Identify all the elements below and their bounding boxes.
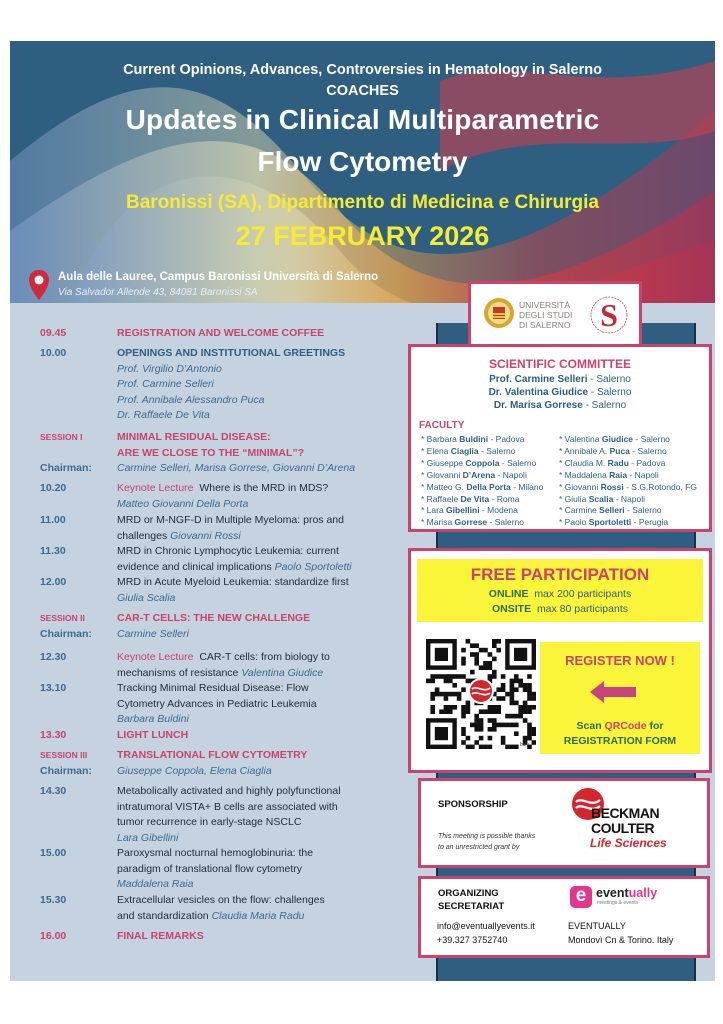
participation-banner [417, 559, 703, 622]
acronym: COACHES [326, 83, 399, 99]
faculty-city: - Padova [628, 457, 666, 468]
university-line1: UNIVERSITÀ [519, 300, 571, 310]
talk-title: Paroxysmal nocturnal hemoglobinuria: the [117, 847, 314, 859]
talk-title: MRD in Acute Myeloid Leukemia: standardize first [117, 576, 349, 588]
faculty-member [421, 446, 543, 458]
scan-instruction [540, 720, 700, 732]
logos-box [468, 281, 642, 349]
chairs: Giuseppe Coppola, Elena Ciaglia [117, 765, 272, 777]
talk-title-cont: challenges [117, 529, 168, 542]
time: 13.30 [40, 729, 67, 741]
faculty-first-name: * Maddalena [559, 469, 610, 480]
registration-qr-code[interactable] [426, 639, 536, 749]
society-s-logo-icon [589, 292, 629, 338]
speaker: Prof. Virgilio D’Antonio [117, 362, 222, 375]
register-now-panel[interactable] [540, 642, 700, 754]
faculty-member [421, 482, 543, 494]
speaker: Giulia Scalia [117, 591, 176, 604]
member-name: Dr. Marisa Gorrese [493, 400, 583, 411]
faculty-member [559, 458, 697, 470]
talk-title-cont: and standardization [117, 909, 209, 922]
item-title: FINAL REMARKS [117, 930, 204, 942]
faculty-city: - Modena [479, 505, 518, 516]
svg-text:S: S [600, 297, 618, 333]
keynote-label: Keynote Lecture [117, 651, 194, 663]
committee-member [411, 387, 709, 398]
faculty-city: - Salerno [478, 445, 516, 456]
session-title: CAR-T CELLS: THE NEW CHALLENGE [117, 612, 311, 624]
chair-label: Chairman: [40, 462, 92, 474]
item-title: OPENINGS AND INSTITUTIONAL GREETINGS [117, 347, 346, 359]
faculty-member [421, 470, 543, 482]
faculty-first-name: * Raffaele [421, 493, 461, 504]
faculty-last-name: Scalia [588, 493, 614, 504]
faculty-city: - Salerno [499, 457, 537, 468]
time: 11.00 [40, 514, 66, 526]
speaker: Paolo Sportoletti [274, 560, 352, 573]
faculty-city: - Padova [488, 434, 525, 444]
online-capacity [417, 588, 703, 600]
time: 10.00 [40, 347, 67, 359]
scientific-committee-box [408, 344, 712, 532]
speaker: Maddalena Raia [117, 878, 194, 890]
faculty-last-name: Puca [609, 445, 630, 456]
time: 13.10 [40, 682, 67, 694]
faculty-last-name: Gibellini [446, 505, 480, 516]
faculty-last-name: Radu [607, 457, 629, 468]
member-city: - Salerno [585, 400, 627, 411]
faculty-member [559, 446, 697, 458]
faculty-city: - Salerno [624, 505, 662, 516]
hero-banner [10, 41, 715, 303]
speaker: Matteo Giovanni Della Porta [117, 497, 249, 510]
onsite-text: max 80 participants [536, 603, 628, 615]
faculty-city: - Napoli [495, 469, 527, 480]
talk-title: MRD or M-NGF-D in Multiple Myeloma: pros and [117, 514, 344, 526]
faculty-member [559, 482, 697, 494]
speaker: Giovanni Rossi [170, 529, 241, 542]
faculty-first-name: * Carmine [559, 505, 600, 516]
brand-end: ually [628, 886, 658, 900]
member-name: Dr. Valentina Giudice [488, 387, 589, 398]
talk-title: CAR-T cells: from biology to [199, 651, 330, 663]
sponsorship-text-line2: to an unrestricted grant by [438, 844, 520, 851]
faculty-first-name: * Annibale A. [559, 445, 610, 456]
member-name: Prof. Carmine Selleri [489, 374, 588, 385]
time: 14.30 [40, 785, 67, 797]
faculty-member [559, 434, 697, 446]
poster [10, 41, 715, 981]
faculty-member [421, 517, 543, 529]
sponsorship-box [418, 778, 710, 868]
talk-title: MRD in Chronic Lymphocytic Leukemia: current [117, 545, 339, 557]
faculty-first-name: * Lara [421, 505, 447, 516]
time: 09.45 [40, 327, 67, 339]
eventually-logo-icon: e [570, 886, 592, 908]
faculty-city: - S.G.Rotondo, FG [623, 481, 697, 492]
member-city: - Salerno [590, 374, 631, 385]
talk-title-cont: tumor recurrence in early-stage NSCLC [117, 816, 302, 828]
session-title: TRANSLATIONAL FLOW CYTOMETRY [117, 749, 308, 761]
faculty-last-name: Buldini [459, 434, 489, 444]
chairs: Carmine Selleri [117, 628, 189, 640]
chair-label: Chairman: [40, 628, 92, 640]
main-title-line1: Updates in Clinical Multiparametric [125, 104, 600, 135]
speaker: Prof. Annibale Alessandro Puca [117, 393, 265, 406]
series-title: Current Opinions, Advances, Controversies in Hematology in Salerno [123, 62, 602, 78]
organizing-secretariat-box [418, 876, 710, 958]
faculty-first-name: * Marisa [421, 517, 455, 528]
time: 10.20 [40, 482, 67, 494]
item-title: REGISTRATION AND WELCOME COFFEE [117, 327, 325, 339]
faculty-city: - Salerno [487, 517, 525, 528]
talk-title-cont: paradigm of translational flow cytometry [117, 862, 302, 875]
item-title: LIGHT LUNCH [117, 729, 189, 741]
talk-title-cont: mechanisms of resistance [117, 666, 239, 679]
faculty-first-name: * Valentina [559, 434, 602, 444]
session-label: SESSION I [40, 432, 83, 442]
talk-title-cont: intratumoral VISTA+ B cells are associated with [117, 800, 338, 813]
faculty-city: - Salerno [633, 434, 670, 444]
faculty-first-name: * Claudia M. [559, 457, 608, 468]
map-pin-icon [28, 269, 50, 301]
secretariat-email[interactable]: info@eventuallyevents.it [437, 921, 535, 931]
company-address: Mondovì Cn & Torino. Italy [568, 935, 674, 945]
faculty-member [421, 494, 543, 506]
faculty-first-name: * Giuseppe [421, 457, 466, 468]
talk-title: Where is the MRD in MDS? [199, 482, 329, 494]
speaker: Prof. Carmine Selleri [117, 378, 214, 390]
sponsorship-text-line1: This meeting is possible thanks [438, 833, 536, 840]
time: 15.30 [40, 894, 67, 906]
faculty-member [559, 470, 697, 482]
online-text: max 200 participants [534, 588, 632, 600]
faculty-last-name: Rossi [600, 481, 624, 492]
committee-member [411, 400, 709, 411]
free-participation-title: FREE PARTICIPATION [470, 565, 650, 584]
sponsorship-title: SPONSORSHIP [438, 799, 508, 810]
time: 15.00 [40, 847, 67, 859]
faculty-first-name: * Paolo [559, 517, 589, 528]
main-title-line2: Flow Cytometry [257, 146, 468, 177]
time: 11.30 [40, 545, 66, 557]
brand-start: event [596, 886, 629, 900]
university-line3: DI SALERNO [519, 320, 571, 330]
faculty-right-column [559, 434, 697, 529]
faculty-last-name: De Vita [460, 493, 490, 504]
talk-title: Metabolically activated and highly polyfunctional [117, 785, 341, 797]
faculty-city: - Perugia [631, 517, 669, 528]
faculty-first-name: * Giovanni [559, 481, 601, 492]
talk-title-cont: Cytometry Advances in Pediatric Leukemia [117, 697, 317, 710]
faculty-member [559, 494, 697, 506]
university-name [519, 300, 572, 330]
secretariat-title [438, 887, 504, 913]
faculty-last-name: Gorrese [454, 517, 488, 528]
onsite-label: ONSITE [492, 603, 532, 615]
speaker: Valentina Giudice [241, 666, 324, 679]
scan-prefix: Scan [576, 720, 605, 732]
faculty-member [559, 505, 697, 517]
company-name: EVENTUALLY [568, 921, 626, 931]
speaker: Claudia Maria Radu [211, 909, 305, 922]
faculty-first-name: * Giulia [559, 493, 589, 504]
onsite-capacity [417, 603, 703, 615]
keynote-label: Keynote Lecture [117, 482, 194, 494]
member-city: - Salerno [590, 387, 632, 398]
faculty-first-name: * Barbara [421, 434, 460, 444]
scan-qrcode: QRCode [604, 720, 647, 732]
faculty-first-name: * Elena [421, 445, 451, 456]
secretariat-title-line2: SECRETARIAT [438, 901, 505, 912]
location-name: Aula delle Lauree, Campus Baronissi Università di Salerno [58, 271, 379, 283]
chairs: Carmine Selleri, Marisa Gorrese, Giovanni D’Arena [117, 462, 356, 474]
speaker: Dr. Raffaele De Vita [117, 409, 210, 421]
time: 12.30 [40, 651, 67, 663]
session-title-line1: MINIMAL RESIDUAL DISEASE: [117, 431, 271, 443]
brand-line1: BECKMAN [591, 805, 660, 821]
faculty-city: - Milano [510, 481, 544, 492]
eventually-tagline: meetings & events [597, 900, 639, 906]
faculty-first-name: * Giovanni [421, 469, 463, 480]
location-address: Via Salvador Allende 43, 84081 Baronissi SA [58, 287, 258, 298]
brand-line2: COULTER [591, 820, 655, 836]
chair-label: Chairman: [40, 765, 92, 777]
faculty-member [421, 458, 543, 470]
committee-title: SCIENTIFIC COMMITTEE [489, 357, 631, 371]
faculty-last-name: Ciaglia [450, 445, 479, 456]
venue-city: Baronissi (SA), Dipartimento di Medicina e Chirurgia [126, 192, 599, 213]
session-label: SESSION II [40, 613, 85, 623]
scan-suffix: for [646, 720, 664, 732]
talk-title-cont: evidence and clinical implications [117, 560, 272, 573]
free-participation-box [408, 548, 712, 773]
faculty-last-name: D’Arena [462, 469, 496, 480]
university-line2: DEGLI STUDI [519, 310, 573, 320]
qr-tag: bitly [520, 742, 529, 748]
eventually-brand [596, 886, 657, 900]
location [28, 269, 408, 305]
secretariat-title-line1: ORGANIZING [438, 888, 499, 899]
speaker: Barbara Buldini [117, 713, 189, 725]
time: 12.00 [40, 576, 67, 588]
arrow-left-icon [590, 681, 636, 703]
faculty-first-name: * Matteo G. [421, 481, 467, 492]
faculty-last-name: Giudice [601, 434, 634, 444]
faculty-member [421, 505, 543, 517]
session-title-line2: ARE WE CLOSE TO THE “MINIMAL”? [117, 446, 305, 459]
faculty-member [559, 517, 697, 529]
university-seal-icon [483, 297, 515, 329]
faculty-last-name: Raia [609, 469, 628, 480]
session-label: SESSION III [40, 750, 88, 760]
brand-line3: Life Sciences [590, 836, 667, 850]
faculty-city: - Roma [489, 493, 520, 504]
faculty-city: - Napoli [627, 469, 659, 480]
time: 16.00 [40, 930, 67, 942]
faculty-last-name: Sportoletti [588, 517, 632, 528]
sponsorship-text [438, 831, 568, 853]
faculty-last-name: Della Porta [466, 481, 511, 492]
speaker: Lara Gibellini [117, 831, 179, 844]
faculty-title: FACULTY [419, 420, 465, 431]
talk-title: Tracking Minimal Residual Disease: Flow [117, 682, 309, 694]
faculty-city: - Salerno [629, 445, 667, 456]
registration-form-label: REGISTRATION FORM [563, 735, 677, 747]
faculty-last-name: Coppola [465, 457, 500, 468]
register-now-label[interactable]: REGISTER NOW ! [565, 653, 675, 668]
event-date: 27 FEBRUARY 2026 [235, 221, 490, 251]
secretariat-phone[interactable]: +39.327 3752740 [437, 935, 508, 945]
faculty-member [421, 434, 543, 446]
faculty-last-name: Selleri [599, 505, 625, 516]
online-label: ONLINE [488, 588, 529, 600]
committee-member [411, 374, 709, 385]
qr-center-logo-icon [470, 680, 492, 702]
faculty-left-column [421, 434, 543, 529]
faculty-city: - Napoli [613, 493, 645, 504]
talk-title: Extracellular vesicles on the flow: challenges [117, 894, 325, 906]
